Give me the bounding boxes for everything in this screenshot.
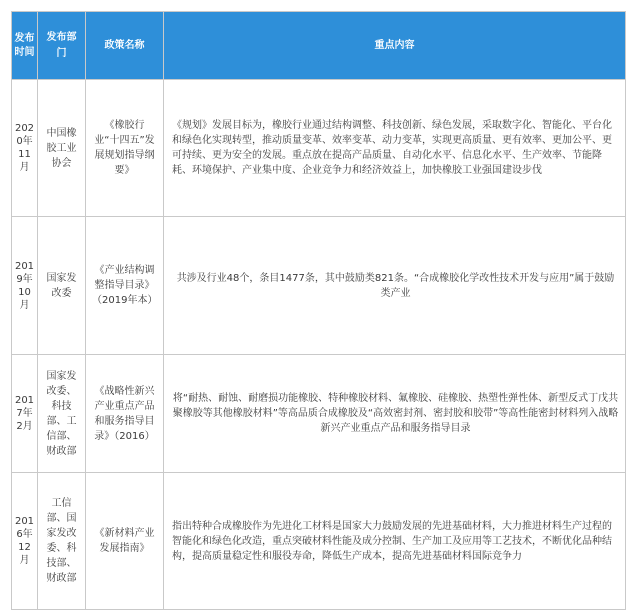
row-policy-name: 《战略性新兴产业重点产品和服务指导目录》（2016） — [86, 355, 164, 473]
row-content: 《规划》发展目标为，橡胶行业通过结构调整、科技创新、绿色发展，采取数字化、智能化、平台化和绿色化实现转型，推动质量变革、效率变革、动力变革，实现更高质量、更有效率、更加公平、更可持续、更为安全的发展。重点放在提高产品质量、自动化水平、信息化水平、生产效率、节能降耗、环境保护、产业集中度、企业竞争力和经济效益上，加快橡胶工业强国建设步伐 — [164, 80, 626, 217]
table-row — [12, 217, 626, 355]
row-time: 2020年11月 — [12, 80, 38, 217]
row-policy-name: 《新材料产业发展指南》 — [86, 473, 164, 610]
table-header-row — [12, 12, 626, 80]
header-time: 发布时间 — [12, 12, 38, 80]
row-policy-name: 《橡胶行业“十四五”发展规划指导纲要》 — [86, 80, 164, 217]
row-content: 将“耐热、耐蚀、耐磨损功能橡胶、特种橡胶材料、氟橡胶、硅橡胶、热塑性弹性体、新型反式丁戊共聚橡胶等其他橡胶材料”等高品质合成橡胶及“高效密封剂、密封胶和胶带”等高性能密封材料列入战略新兴产业重点产品和服务指导目录 — [164, 355, 626, 473]
row-content: 共涉及行业48个，条目1477条，其中鼓励类821条。“合成橡胶化学改性技术开发与应用”属于鼓励类产业 — [164, 217, 626, 355]
header-name: 政策名称 — [86, 12, 164, 80]
table-row — [12, 80, 626, 217]
policy-table — [11, 11, 626, 610]
row-dept: 工信部、国家发改委、科技部、财政部 — [38, 473, 86, 610]
row-time: 2019年10月 — [12, 217, 38, 355]
header-dept: 发布部门 — [38, 12, 86, 80]
row-policy-name: 《产业结构调整指导目录》（2019年本） — [86, 217, 164, 355]
row-time: 2017年2月 — [12, 355, 38, 473]
table-row — [12, 473, 626, 610]
row-time: 2016年12月 — [12, 473, 38, 610]
row-dept: 国家发改委、科技部、工信部、财政部 — [38, 355, 86, 473]
row-dept: 中国橡胶工业协会 — [38, 80, 86, 217]
row-content: 指出特种合成橡胶作为先进化工材料是国家大力鼓励发展的先进基础材料，大力推进材料生产过程的智能化和绿色化改造，重点突破材料性能及成分控制、生产加工及应用等工艺技术，不断优化品种结构，提高质量稳定性和服役寿命，降低生产成本，提高先进基础材料国际竞争力 — [164, 473, 626, 610]
table-row — [12, 355, 626, 473]
row-dept: 国家发改委 — [38, 217, 86, 355]
header-content: 重点内容 — [164, 12, 626, 80]
